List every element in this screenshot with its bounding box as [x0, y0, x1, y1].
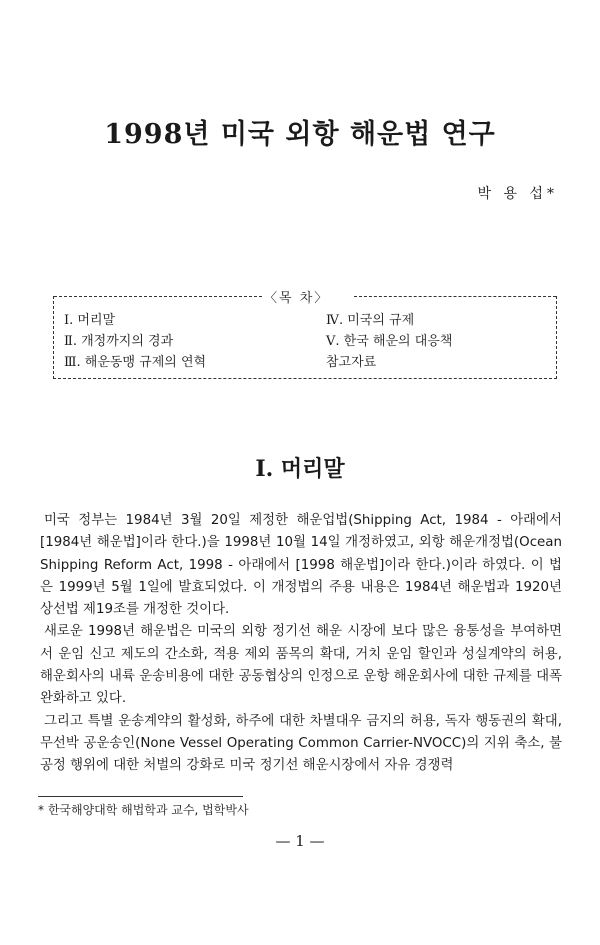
body-text — [40, 510, 562, 778]
toc-heading: 〈목 차〉 — [264, 291, 330, 306]
paragraph: 그리고 특별 운송계약의 활성화, 하주에 대한 차별대우 금지의 허용, 독자 행동권의 확대, 무선박 공운송인(None Vessel Operating Common Carrier-NVOCC)의 지위 축소, 불공정 행위에 대한 처벌의 강화로 미국 정기선 해운시장에서 자유 경쟁력 — [40, 713, 562, 774]
paragraph: 미국 정부는 1984년 3월 20일 제정한 해운업법(Shipping Act, 1984 - 아래에서 [1984년 해운법]이라 한다.)을 1998년 10월 14일 개정하였고, 외항 해운개정법(Ocean Shipping Reform Act, 1998 - 아래에서 [1998 해운법]이라 한다.)이라 하였다. 이 법은 1999년 5월 1일에 발효되었다. 이 개정법의 주용 내용은 1984년 해운법과 1920년 상선법 제19조를 개정한 것이다. — [40, 513, 562, 618]
page-number: — 1 — — [275, 832, 325, 850]
paper-title: 1998년 미국 외항 해운법 연구 — [104, 119, 496, 150]
toc-item: 참고자료 — [326, 355, 377, 370]
toc-item: Ⅱ. 개정까지의 경과 — [64, 334, 174, 349]
toc-item: Ⅳ. 미국의 규제 — [326, 313, 415, 328]
toc-left-column — [64, 310, 206, 373]
author-name: 박 용 섭* — [477, 186, 558, 202]
toc-right-column — [326, 310, 452, 373]
toc-item: Ⅴ. 한국 해운의 대응책 — [326, 334, 453, 349]
toc-item: Ⅰ. 머리말 — [64, 313, 116, 328]
footnote: * 한국해양대학 해법학과 교수, 법학박사 — [38, 803, 249, 817]
footnote-divider — [38, 796, 243, 797]
table-of-contents — [53, 291, 557, 379]
paragraph: 새로운 1998년 해운법은 미국의 외항 정기선 해운 시장에 보다 많은 융통성을 부여하면서 운임 신고 제도의 간소화, 적용 제외 품목의 확대, 거치 운임 할인과 성실계약의 허용, 해운회사의 내륙 운송비용에 대한 공동협상의 인정으로 운항 해운회사에 대한 규제를 대폭 완화하고 있다. — [40, 624, 562, 707]
toc-item: Ⅲ. 해운동맹 규제의 연혁 — [64, 355, 207, 370]
section-heading: Ⅰ. 머리말 — [255, 456, 345, 482]
